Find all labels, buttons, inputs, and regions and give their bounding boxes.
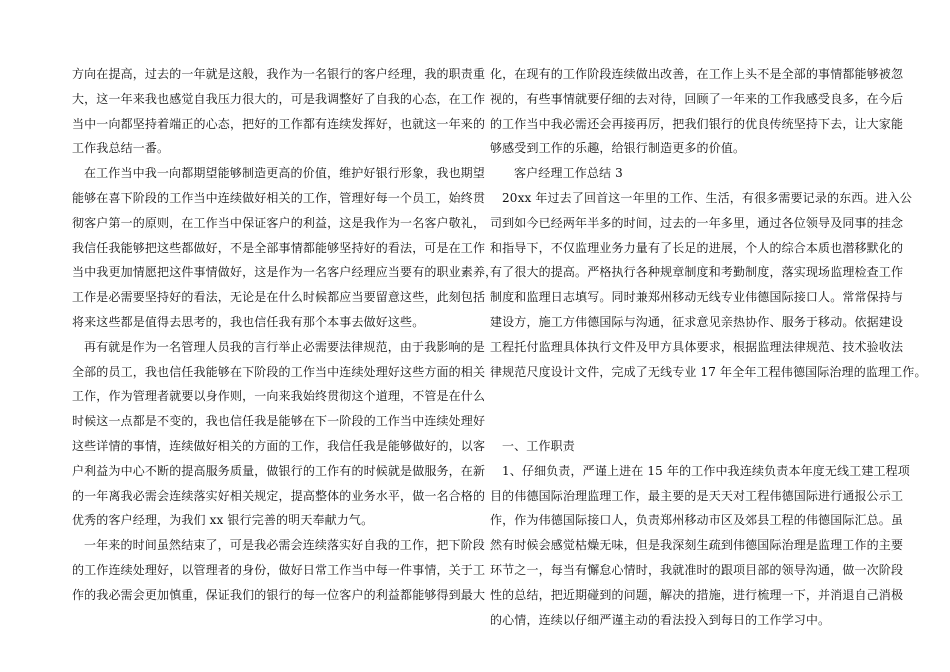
text-line: 当中我更加情愿把这件事情做好，这是作为一名客户经理应当要有的职业素养， xyxy=(72,265,498,280)
text-line: 的工作当中我必需还会再接再厉，把我们银行的优良传统坚持下去，让大家能 xyxy=(490,116,904,131)
text-line: 够感受到工作的乐趣，给银行制造更多的价值。 xyxy=(490,141,746,156)
text-line: 制度和监理日志填写。同时兼郑州移动无线专业伟德国际接口人。常常保持与 xyxy=(490,290,904,305)
text-line: 的工作连续处理好，以管理者的身份，做好日常工作当中每一件事情，关于工 xyxy=(72,562,486,577)
text-line: 再有就是作为一名管理人员我的言行举止必需要法律规范，由于我影响的是 xyxy=(84,339,485,354)
text-line: 化，在现有的工作阶段连续做出改善，在工作上头不是全部的事情都能够被忽 xyxy=(490,67,904,81)
text-line: 的心情，连续以仔细严谨主动的看法投入到每日的工作学习中。 xyxy=(490,612,831,627)
text-line: 一年来的时间虽然结束了，可是我必需会连续落实好自我的工作，把下阶段 xyxy=(84,538,485,553)
text-line: 有了很大的提高。严格执行各种规章制度和考勤制度，落实现场监理检查工作 xyxy=(490,265,904,280)
text-line: 优秀的客户经理，为我们 xx 银行完善的明天奉献力气。 xyxy=(72,513,374,528)
left-text-column xyxy=(72,62,498,608)
text-line: 环节之一，每当有懈怠心情时，我就准时的跟项目部的领导沟通，做一次阶段 xyxy=(490,562,904,577)
text-line: 工作是必需要坚持好的看法，无论是在什么时候都应当要留意这些，此刻包括 xyxy=(72,290,486,305)
text-line: 方向在提高，过去的一年就是这般，我作为一名银行的客户经理，我的职责重 xyxy=(72,67,486,81)
text-line: 户利益为中心不断的提高服务质量，做银行的工作有的时候就是做服务，在新 xyxy=(72,463,486,478)
text-line: 律规范尺度设计文件，完成了无线专业 17 年全年工程伟德国际治理的监理工作。 xyxy=(490,364,927,379)
text-line: 一、工作职责 xyxy=(502,438,575,453)
text-line: 的一年离我必需会连续落实好相关规定，提高整体的业务水平，做一名合格的 xyxy=(72,488,486,503)
text-line: 目的伟德国际治理监理工作，最主要的是天天对工程伟德国际进行通报公示工 xyxy=(490,488,904,503)
text-line: 工作，作为管理者就要以身作则，一向来我始终贯彻这个道理，不管是在什么 xyxy=(72,389,486,404)
text-line: 彻客户第一的原则，在工作当中保证客户的利益，这是我作为一名客户敬礼， xyxy=(72,215,486,230)
text-line: 作的我必需会更加慎重，保证我们的银行的每一位客户的利益都能够得到最大 xyxy=(72,587,486,602)
blank-line xyxy=(490,384,882,409)
text-line: 全部的员工，我也信任我能够在下阶段的工作当中连续处理好这些方面的相关 xyxy=(72,364,486,379)
right-text-column xyxy=(490,62,927,632)
text-line: 建设方，施工方伟德国际与沟通，征求意见亲热协作、服务于移动。依据建设 xyxy=(490,314,904,329)
text-line: 当中一向都坚持着端正的心态，把好的工作都有连续发挥好，也就这一年来的 xyxy=(72,116,486,131)
text-line: 能够在喜下阶段的工作当中连续做好相关的工作，管理好每一个员工，始终贯 xyxy=(72,190,486,205)
text-line: 1、仔细负责，严谨上进在 15 年的工作中我连续负责本年度无线工建工程项 xyxy=(502,463,910,478)
text-line: 视的，有些事情就要仔细的去对待，回顾了一年来的工作我感受良多，在今后 xyxy=(490,91,904,106)
text-line: 这些详情的事情，连续做好相关的方面的工作，我信任我是能够做好的，以客 xyxy=(72,438,486,453)
text-line: 然有时候会感觉枯燥无味，但是我深刻生疏到伟德国际治理是监理工作的主要 xyxy=(490,538,904,553)
text-line: 和指导下，不仅监理业务力量有了长足的进展，个人的综合本质也潜移默化的 xyxy=(490,240,904,255)
text-line: 作，作为伟德国际接口人，负责郑州移动市区及郊县工程的伟德国际汇总。虽 xyxy=(490,513,904,528)
text-line: 性的总结，把近期碰到的问题，解决的措施，进行梳理一下，并消退自己消极 xyxy=(490,587,904,602)
text-line: 司到如今已经两年半多的时间，过去的一年多里，通过各位领导及同事的挂念 xyxy=(490,215,904,230)
text-line: 在工作当中我一向都期望能够制造更高的价值，维护好银行形象，我也期望 xyxy=(84,166,485,181)
text-line: 大，这一年来我也感觉自我压力很大的，可是我调整好了自我的心态，在工作 xyxy=(72,91,486,106)
text-line: 工作我总结一番。 xyxy=(72,141,170,156)
text-line: 时候这一点都是不变的，我也信任我是能够在下一阶段的工作当中连续处理好 xyxy=(72,414,486,429)
text-line: 工程托付监理具体执行文件及甲方具体要求，根据监理法律规范、技术验收法 xyxy=(490,339,904,354)
text-line: 客户经理工作总结 3 xyxy=(514,166,623,181)
text-line: 将来这些都是值得去思考的，我也信任我有那个本事去做好这些。 xyxy=(72,314,425,329)
text-line: 我信任我能够把这些都做好，不是全部事情都能够坚持好的看法，可是在工作 xyxy=(72,240,486,255)
text-line: 20xx 年过去了回首这一年里的工作、生活，有很多需要记录的东西。进入公 xyxy=(502,190,913,205)
blank-line xyxy=(490,409,882,434)
